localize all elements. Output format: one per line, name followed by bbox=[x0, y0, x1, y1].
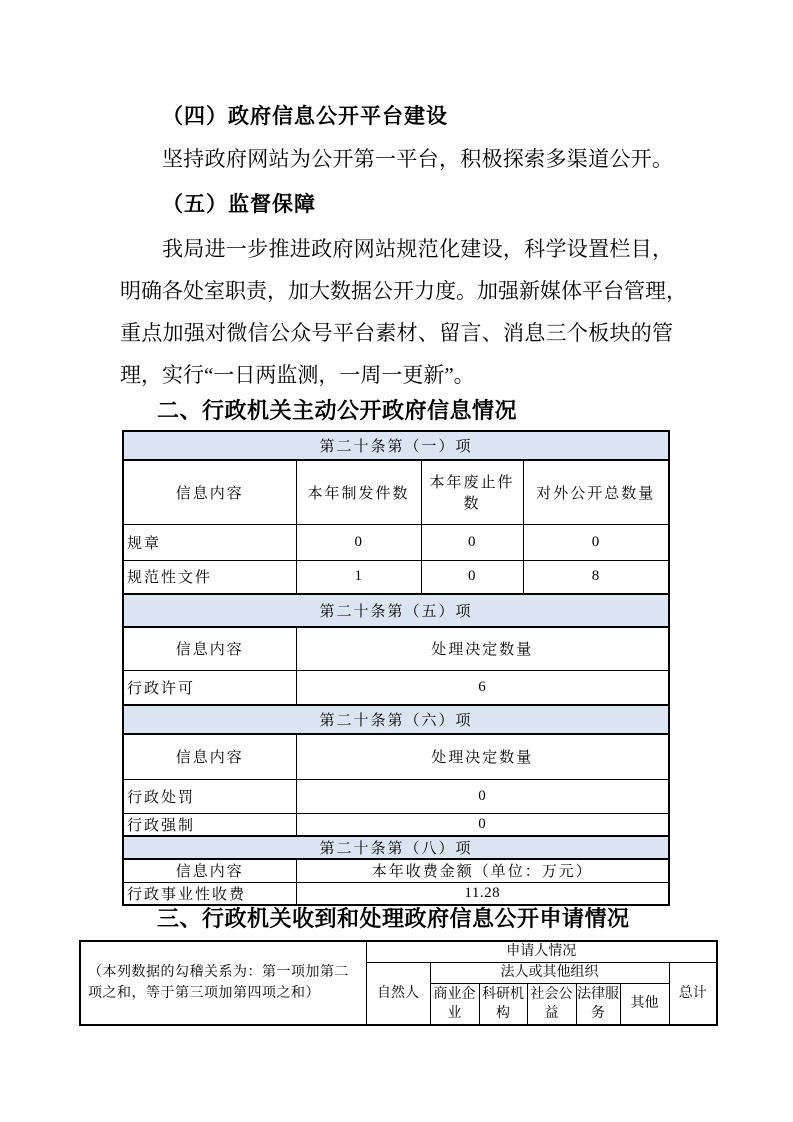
header-row bbox=[80, 941, 717, 962]
section3-main-heading: 三、行政机关收到和处理政府信息公开申请情况 bbox=[157, 906, 630, 931]
col-header-legal-org: 法人或其他组织 bbox=[430, 962, 669, 983]
col-header-commercial-enterprise: 商业企业 bbox=[430, 983, 479, 1025]
section5-paragraph-line: 理，实行“一日两监测，一周一更新”。 bbox=[120, 363, 475, 387]
col-header-info-content: 信息内容 bbox=[123, 460, 296, 524]
table-row bbox=[123, 670, 669, 705]
header-row bbox=[123, 734, 669, 779]
header-row bbox=[123, 859, 669, 883]
col-header-info-content: 信息内容 bbox=[123, 734, 296, 779]
table-row bbox=[123, 813, 669, 836]
row-label-admin-license: 行政许可 bbox=[123, 670, 296, 705]
col-header-applicant-status: 申请人情况 bbox=[366, 941, 717, 962]
section5-paragraph-line: 我局进一步推进政府网站规范化建设，科学设置栏目， bbox=[162, 237, 673, 261]
header-row bbox=[123, 627, 669, 670]
cell-value: 0 bbox=[421, 560, 523, 594]
col-header-repealed: 本年废止件数 bbox=[421, 460, 523, 524]
cell-value: 0 bbox=[296, 779, 669, 813]
cell-value: 0 bbox=[523, 524, 669, 560]
col-header-decisions: 处理决定数量 bbox=[296, 734, 669, 779]
cell-value: 11.28 bbox=[296, 883, 669, 906]
col-header-total-public: 对外公开总数量 bbox=[523, 460, 669, 524]
row-label-admin-coercion: 行政强制 bbox=[123, 813, 296, 836]
header-row bbox=[123, 460, 669, 524]
row-label-admin-service-fees: 行政事业性收费 bbox=[123, 883, 296, 906]
col-header-natural-person: 自然人 bbox=[366, 962, 430, 1025]
requests-table bbox=[79, 940, 718, 1026]
section4-paragraph-line: 坚持政府网站为公开第一平台，积极探索多渠道公开。 bbox=[162, 147, 673, 171]
section5-paragraph-line: 明确各处室职责，加大数据公开力度。加强新媒体平台管理， bbox=[120, 279, 687, 303]
col-header-fees: 本年收费金额（单位：万元） bbox=[296, 859, 669, 883]
band-row bbox=[123, 431, 669, 460]
col-header-issued: 本年制发件数 bbox=[296, 460, 421, 524]
col-header-research-institution: 科研机构 bbox=[479, 983, 527, 1025]
band-article20-item5: 第二十条第（五）项 bbox=[123, 594, 669, 627]
row-label-normative-docs: 规范性文件 bbox=[123, 560, 296, 594]
col-header-info-content: 信息内容 bbox=[123, 859, 296, 883]
table-row bbox=[123, 779, 669, 813]
table-row bbox=[123, 560, 669, 594]
band-row bbox=[123, 705, 669, 734]
reconciliation-note: （本列数据的勾稽关系为：第一项加第二项之和，等于第三项加第四项之和） bbox=[80, 941, 366, 1025]
cell-value: 0 bbox=[296, 524, 421, 560]
row-label-admin-penalty: 行政处罚 bbox=[123, 779, 296, 813]
cell-value: 1 bbox=[296, 560, 421, 594]
band-article20-item8: 第二十条第（八）项 bbox=[123, 836, 669, 859]
section2-main-heading: 二、行政机关主动公开政府信息情况 bbox=[157, 398, 518, 423]
col-header-info-content: 信息内容 bbox=[123, 627, 296, 670]
col-header-legal-services: 法律服务 bbox=[576, 983, 620, 1025]
table-row bbox=[123, 524, 669, 560]
band-row bbox=[123, 594, 669, 627]
cell-value: 6 bbox=[296, 670, 669, 705]
band-article20-item1: 第二十条第（一）项 bbox=[123, 431, 669, 460]
cell-value: 8 bbox=[523, 560, 669, 594]
col-header-total: 总计 bbox=[669, 962, 717, 1025]
col-header-social-welfare: 社会公益 bbox=[527, 983, 576, 1025]
band-article20-item6: 第二十条第（六）项 bbox=[123, 705, 669, 734]
col-header-other: 其他 bbox=[620, 983, 669, 1025]
cell-value: 0 bbox=[296, 813, 669, 836]
band-row bbox=[123, 836, 669, 859]
cell-value: 0 bbox=[421, 524, 523, 560]
section5-paragraph-line: 重点加强对微信公众号平台素材、留言、消息三个板块的管 bbox=[120, 321, 673, 345]
section4-heading: （四）政府信息公开平台建设 bbox=[162, 104, 448, 128]
row-label-rules: 规章 bbox=[123, 524, 296, 560]
section5-heading: （五）监督保障 bbox=[162, 192, 316, 216]
col-header-decisions: 处理决定数量 bbox=[296, 627, 669, 670]
active-disclosure-table bbox=[122, 430, 670, 906]
